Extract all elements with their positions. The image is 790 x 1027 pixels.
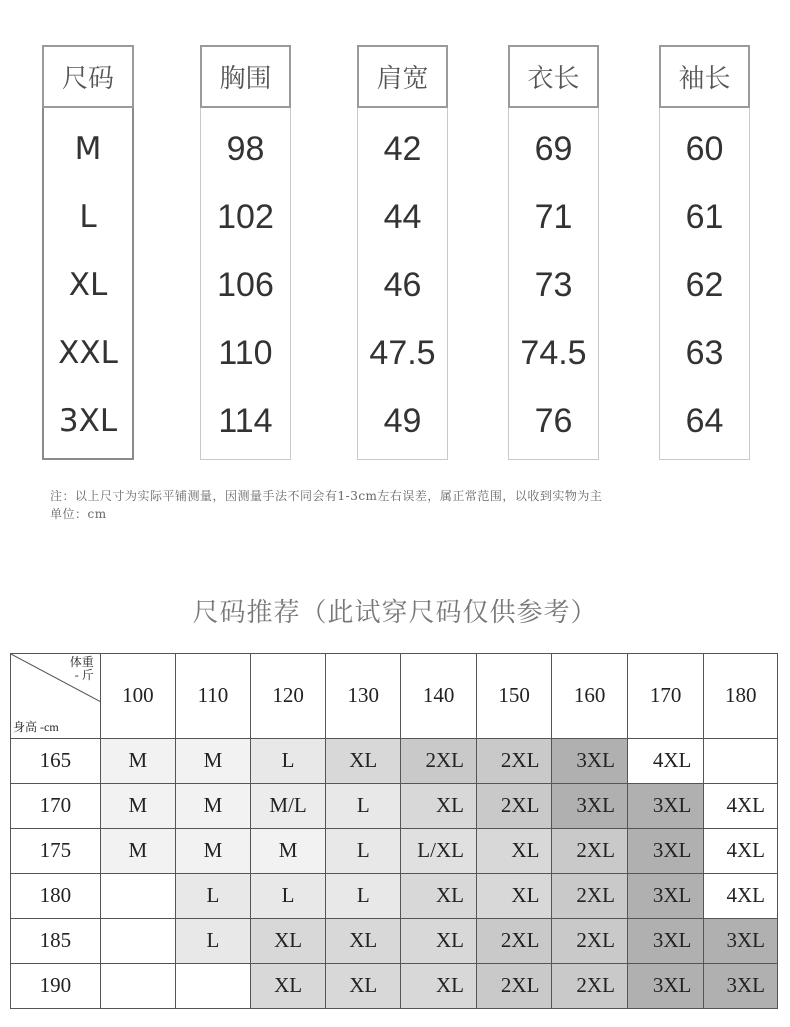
recommended-size: 2XL — [476, 738, 551, 783]
measurement-value: 73 — [534, 265, 573, 304]
recommended-size: 3XL — [627, 918, 703, 963]
weight-header: 120 — [250, 654, 325, 739]
recommended-size: XL — [250, 918, 325, 963]
recommended-size: M — [250, 828, 325, 873]
recommended-size: L — [326, 873, 401, 918]
measurement-value: 76 — [534, 401, 573, 440]
recommended-size: 2XL — [476, 918, 551, 963]
column-header: 衣长 — [508, 45, 599, 108]
recommended-size: 3XL — [552, 783, 627, 828]
corner-weight-unit: - 斤 — [74, 668, 94, 682]
recommended-size: L — [326, 828, 401, 873]
height-label: 190 — [11, 963, 101, 1008]
size-label: XL — [68, 267, 108, 303]
measurement-value: 102 — [217, 197, 274, 236]
recommended-size: L — [326, 783, 401, 828]
recommended-size: M — [100, 783, 175, 828]
recommended-size — [100, 873, 175, 918]
recommended-size — [704, 738, 778, 783]
recommended-size: 2XL — [401, 738, 477, 783]
recommended-size: M — [100, 828, 175, 873]
recommended-size: 2XL — [476, 783, 551, 828]
column-header: 肩宽 — [357, 45, 448, 108]
recommended-size: 3XL — [627, 783, 703, 828]
measurement-value: 46 — [383, 265, 422, 304]
recommended-size: L/XL — [401, 828, 477, 873]
recommended-size: XL — [476, 873, 551, 918]
recommended-size: M — [175, 828, 250, 873]
corner-weight-label: 体重 — [69, 655, 94, 669]
height-label: 180 — [11, 873, 101, 918]
measurement-value: 98 — [226, 129, 265, 168]
size-label: XXL — [58, 335, 118, 371]
recommended-size: 2XL — [552, 828, 627, 873]
measurement-note: 注：以上尺寸为实际平铺测量，因测量手法不同会有1-3cm左右误差，属正常范围，以收到实物为主 — [50, 489, 603, 503]
recommended-size — [100, 918, 175, 963]
measurement-value: 110 — [218, 333, 273, 372]
measurement-value: 61 — [685, 197, 724, 236]
size-column — [508, 45, 599, 460]
recommended-size: L — [175, 873, 250, 918]
weight-header-row — [11, 654, 778, 739]
measurement-value: 69 — [534, 129, 573, 168]
weight-header: 140 — [401, 654, 477, 739]
recommended-size: XL — [401, 873, 477, 918]
recommended-size — [100, 963, 175, 1008]
recommended-size: XL — [476, 828, 551, 873]
column-header: 袖长 — [659, 45, 750, 108]
recommended-size: 3XL — [704, 963, 778, 1008]
size-recommend-table — [10, 653, 778, 1009]
recommended-size: XL — [401, 963, 477, 1008]
recommended-size: 3XL — [627, 873, 703, 918]
measurement-value: 42 — [383, 129, 422, 168]
measurement-value: 114 — [218, 401, 273, 440]
measurement-value: 62 — [685, 265, 724, 304]
recommended-size: XL — [326, 963, 401, 1008]
height-row — [11, 828, 778, 873]
weight-header: 160 — [552, 654, 627, 739]
weight-header: 100 — [100, 654, 175, 739]
recommended-size: 2XL — [552, 963, 627, 1008]
recommended-size: 2XL — [476, 963, 551, 1008]
recommend-title: 尺码推荐（此试穿尺码仅供参考） — [192, 598, 598, 628]
recommended-size: 4XL — [704, 828, 778, 873]
recommended-size: 3XL — [627, 963, 703, 1008]
height-label: 170 — [11, 783, 101, 828]
recommended-size: L — [250, 873, 325, 918]
recommended-size: 3XL — [552, 738, 627, 783]
recommended-size: M/L — [250, 783, 325, 828]
measurement-value: 74.5 — [520, 333, 587, 372]
measurement-value: 106 — [217, 265, 274, 304]
height-label: 175 — [11, 828, 101, 873]
recommended-size: XL — [326, 738, 401, 783]
column-header: 胸围 — [200, 45, 291, 108]
height-row — [11, 963, 778, 1008]
recommended-size: 2XL — [552, 873, 627, 918]
recommended-size: 4XL — [704, 783, 778, 828]
measurement-value: 60 — [685, 129, 724, 168]
weight-header: 170 — [627, 654, 703, 739]
measurement-value: 71 — [534, 197, 573, 236]
recommended-size: XL — [401, 918, 477, 963]
measurement-value: 64 — [685, 401, 724, 440]
height-row — [11, 918, 778, 963]
recommended-size: XL — [250, 963, 325, 1008]
weight-header: 150 — [476, 654, 551, 739]
recommended-size: 4XL — [704, 873, 778, 918]
weight-header: 110 — [175, 654, 250, 739]
weight-header: 130 — [326, 654, 401, 739]
recommended-size: L — [175, 918, 250, 963]
height-label: 185 — [11, 918, 101, 963]
corner-cell — [11, 654, 101, 739]
size-column — [357, 45, 448, 460]
height-row — [11, 873, 778, 918]
measurement-value: 44 — [383, 197, 422, 236]
unit-note: 单位：cm — [50, 507, 107, 521]
measurement-value: 49 — [383, 401, 422, 440]
recommended-size: M — [175, 738, 250, 783]
height-row — [11, 783, 778, 828]
size-label: 3XL — [58, 403, 118, 439]
recommended-size: L — [250, 738, 325, 783]
measurement-value: 47.5 — [369, 333, 436, 372]
recommended-size: XL — [401, 783, 477, 828]
column-header: 尺码 — [42, 45, 134, 108]
height-row — [11, 738, 778, 783]
recommended-size: 4XL — [627, 738, 703, 783]
size-label: M — [74, 131, 102, 167]
weight-header: 180 — [704, 654, 778, 739]
recommended-size: XL — [326, 918, 401, 963]
recommended-size: M — [175, 783, 250, 828]
recommended-size: 3XL — [704, 918, 778, 963]
recommended-size: 2XL — [552, 918, 627, 963]
corner-height-label: 身高 -cm — [13, 719, 59, 734]
recommended-size: M — [100, 738, 175, 783]
recommended-size — [175, 963, 250, 1008]
size-label: L — [79, 199, 97, 235]
size-column — [200, 45, 291, 460]
size-column — [42, 45, 134, 460]
measurement-value: 63 — [685, 333, 724, 372]
height-label: 165 — [11, 738, 101, 783]
size-column — [659, 45, 750, 460]
recommended-size: 3XL — [627, 828, 703, 873]
